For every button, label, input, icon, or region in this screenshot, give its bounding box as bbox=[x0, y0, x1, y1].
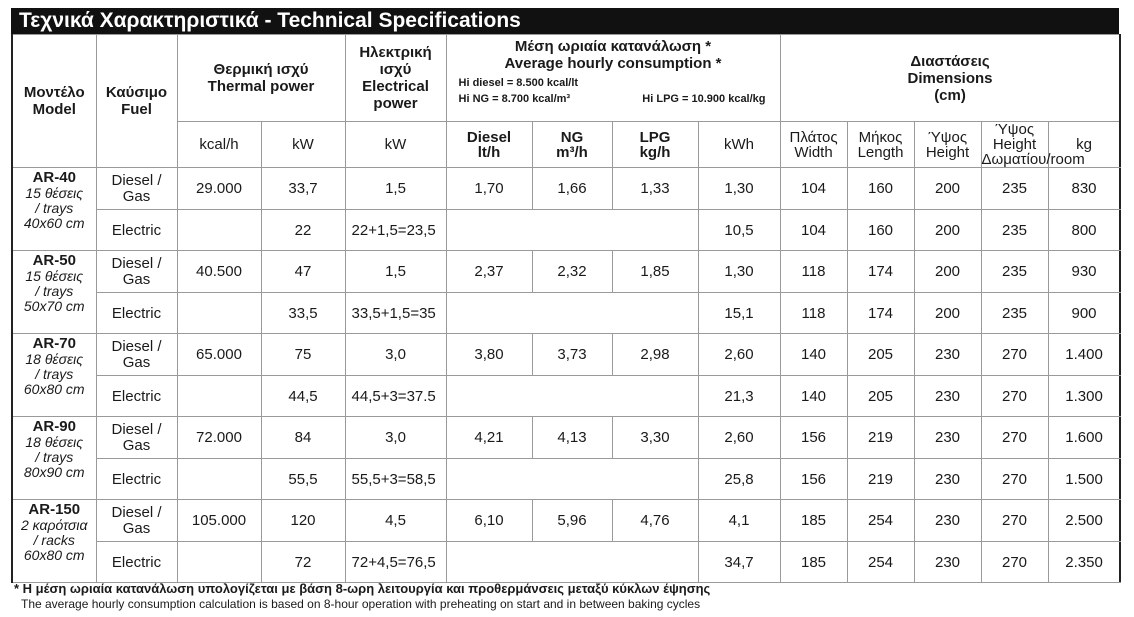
model-header-en: Model bbox=[32, 101, 76, 118]
ng-consumption: 3,73 bbox=[532, 334, 612, 376]
fuel-type: Diesel / Gas bbox=[96, 417, 177, 459]
fuel-consumption-empty bbox=[446, 210, 698, 251]
fuel-header-gr: Καύσιμο bbox=[105, 84, 168, 101]
diesel-consumption: 2,37 bbox=[446, 251, 532, 293]
dimensions-header-unit: (cm) bbox=[934, 86, 966, 104]
weight: 830 bbox=[1048, 168, 1120, 210]
diesel-consumption: 1,70 bbox=[446, 168, 532, 210]
table-row bbox=[12, 210, 1120, 251]
height: 230 bbox=[914, 334, 981, 376]
model-cell bbox=[12, 334, 96, 417]
kwh-consumption: 25,8 bbox=[698, 459, 780, 500]
weight: 1.400 bbox=[1048, 334, 1120, 376]
thermal-kcal bbox=[177, 542, 261, 583]
width: 156 bbox=[780, 459, 847, 500]
model-description: 15 θέσεις bbox=[25, 185, 84, 201]
electric-kw: 1,5 bbox=[345, 168, 446, 210]
kwh-consumption: 34,7 bbox=[698, 542, 780, 583]
width: 140 bbox=[780, 334, 847, 376]
height: 230 bbox=[914, 459, 981, 500]
weight: 930 bbox=[1048, 251, 1120, 293]
model-description: 15 θέσεις bbox=[25, 268, 84, 284]
model-name: AR-90 bbox=[32, 418, 76, 435]
unit-row bbox=[12, 122, 1120, 168]
dimensions-header-gr: Διαστάσεις bbox=[910, 52, 990, 70]
weight: 1.600 bbox=[1048, 417, 1120, 459]
lpg-consumption: 4,76 bbox=[612, 500, 698, 542]
thermal-kw: 33,5 bbox=[261, 293, 345, 334]
thermal-kcal: 29.000 bbox=[177, 168, 261, 210]
fuel-consumption-empty bbox=[446, 293, 698, 334]
thermal-kw: 44,5 bbox=[261, 376, 345, 417]
electric-kw: 22+1,5=23,5 bbox=[345, 210, 446, 251]
length: 205 bbox=[847, 376, 914, 417]
height: 230 bbox=[914, 376, 981, 417]
model-description: 80x90 cm bbox=[23, 464, 85, 480]
model-name: AR-70 bbox=[32, 335, 76, 352]
weight: 1.500 bbox=[1048, 459, 1120, 500]
length: 219 bbox=[847, 459, 914, 500]
thermal-kw: 72 bbox=[261, 542, 345, 583]
hi-diesel: Hi diesel = 8.500 kcal/lt bbox=[458, 77, 579, 89]
unit-lpg: LPG kg/h bbox=[612, 122, 698, 168]
length: 174 bbox=[847, 251, 914, 293]
thermal-kw: 33,7 bbox=[261, 168, 345, 210]
table-row bbox=[12, 500, 1120, 542]
width: 118 bbox=[780, 293, 847, 334]
model-description: 18 θέσεις bbox=[25, 351, 84, 367]
kwh-consumption: 2,60 bbox=[698, 334, 780, 376]
electric-kw: 3,0 bbox=[345, 334, 446, 376]
fuel-consumption-empty bbox=[446, 376, 698, 417]
unit-room-height: Ύψος Height Δωματίου/room bbox=[981, 121, 1085, 168]
fuel-type: Diesel / Gas bbox=[96, 334, 177, 376]
table-row bbox=[12, 251, 1120, 293]
height: 200 bbox=[914, 293, 981, 334]
table-row bbox=[12, 376, 1120, 417]
length: 205 bbox=[847, 334, 914, 376]
model-description: 50x70 cm bbox=[23, 298, 85, 314]
specifications-table bbox=[11, 34, 1121, 583]
model-name: AR-150 bbox=[28, 501, 81, 518]
thermal-kcal: 65.000 bbox=[177, 334, 261, 376]
room-height: 235 bbox=[981, 293, 1048, 334]
electric-header-gr1: Ηλεκτρική bbox=[359, 44, 432, 61]
lpg-consumption: 1,33 bbox=[612, 168, 698, 210]
footnote bbox=[14, 581, 1114, 612]
kwh-consumption: 10,5 bbox=[698, 210, 780, 251]
footnote-english: The average hourly consumption calculation is based on 8-hour operation with preheating on start and in between baking cycles bbox=[21, 597, 701, 611]
table-row bbox=[12, 417, 1120, 459]
unit-kw-thermal: kW bbox=[261, 122, 345, 168]
weight: 2.350 bbox=[1048, 542, 1120, 583]
fuel-consumption-empty bbox=[446, 459, 698, 500]
unit-diesel: Diesel lt/h bbox=[446, 122, 532, 168]
width: 185 bbox=[780, 500, 847, 542]
room-height: 270 bbox=[981, 334, 1048, 376]
length: 174 bbox=[847, 293, 914, 334]
footnote-greek: * Η μέση ωριαία κατανάλωση υπολογίζεται με βάση 8-ωρη λειτουργία και προθερμάνσεις μεταξύ κύκλων έψησης bbox=[14, 581, 711, 596]
dimensions-header bbox=[780, 35, 1120, 122]
model-name: AR-50 bbox=[32, 252, 76, 269]
unit-kcal: kcal/h bbox=[177, 122, 261, 168]
fuel-header-en: Fuel bbox=[121, 101, 152, 118]
thermal-kcal bbox=[177, 376, 261, 417]
room-height: 270 bbox=[981, 542, 1048, 583]
thermal-kcal: 72.000 bbox=[177, 417, 261, 459]
consumption-header-gr: Μέση ωριαία κατανάλωση * bbox=[514, 38, 712, 55]
room-height: 270 bbox=[981, 417, 1048, 459]
room-height: 270 bbox=[981, 459, 1048, 500]
model-description: 2 καρότσια bbox=[20, 517, 88, 533]
width: 185 bbox=[780, 542, 847, 583]
fuel-type: Diesel / Gas bbox=[96, 251, 177, 293]
thermal-kw: 22 bbox=[261, 210, 345, 251]
page-title: Τεχνικά Χαρακτηριστικά - Technical Specifications bbox=[11, 8, 1119, 34]
kwh-consumption: 15,1 bbox=[698, 293, 780, 334]
room-height: 235 bbox=[981, 210, 1048, 251]
fuel-type: Electric bbox=[96, 210, 177, 251]
weight: 800 bbox=[1048, 210, 1120, 251]
ng-consumption: 5,96 bbox=[532, 500, 612, 542]
electric-header-gr2: ισχύ bbox=[379, 61, 412, 78]
kwh-consumption: 4,1 bbox=[698, 500, 780, 542]
model-description: / trays bbox=[35, 449, 74, 465]
table-row bbox=[12, 459, 1120, 500]
thermal-header-en: Thermal power bbox=[207, 78, 315, 95]
thermal-kw: 84 bbox=[261, 417, 345, 459]
unit-kw-electric: kW bbox=[345, 122, 446, 168]
weight: 2.500 bbox=[1048, 500, 1120, 542]
model-description: / trays bbox=[35, 200, 74, 216]
fuel-header bbox=[96, 35, 177, 168]
model-description: 60x80 cm bbox=[23, 547, 85, 563]
model-header bbox=[12, 35, 96, 168]
table-row bbox=[12, 168, 1120, 210]
thermal-kcal: 105.000 bbox=[177, 500, 261, 542]
electric-kw: 33,5+1,5=35 bbox=[345, 293, 446, 334]
unit-ng: NG m³/h bbox=[532, 122, 612, 168]
model-description: 18 θέσεις bbox=[25, 434, 84, 450]
model-description: 60x80 cm bbox=[23, 381, 85, 397]
dimensions-header-en: Dimensions bbox=[907, 69, 993, 87]
width: 104 bbox=[780, 210, 847, 251]
length: 160 bbox=[847, 168, 914, 210]
model-cell bbox=[12, 500, 96, 583]
table-row bbox=[12, 542, 1120, 583]
thermal-power-header bbox=[177, 35, 345, 122]
consumption-header bbox=[446, 35, 780, 122]
fuel-type: Electric bbox=[96, 293, 177, 334]
unit-length: Μήκος Length bbox=[847, 122, 914, 168]
electric-kw: 1,5 bbox=[345, 251, 446, 293]
lpg-consumption: 2,98 bbox=[612, 334, 698, 376]
hi-lpg: Hi LPG = 10.900 kcal/kg bbox=[642, 93, 766, 105]
length: 160 bbox=[847, 210, 914, 251]
kwh-consumption: 1,30 bbox=[698, 251, 780, 293]
model-cell bbox=[12, 417, 96, 500]
lpg-consumption: 3,30 bbox=[612, 417, 698, 459]
model-name: AR-40 bbox=[32, 169, 76, 186]
thermal-kw: 120 bbox=[261, 500, 345, 542]
diesel-consumption: 4,21 bbox=[446, 417, 532, 459]
length: 254 bbox=[847, 500, 914, 542]
ng-consumption: 2,32 bbox=[532, 251, 612, 293]
length: 254 bbox=[847, 542, 914, 583]
model-description: 40x60 cm bbox=[23, 215, 85, 231]
table-row bbox=[12, 293, 1120, 334]
model-cell bbox=[12, 168, 96, 251]
model-cell bbox=[12, 251, 96, 334]
table-row bbox=[12, 334, 1120, 376]
width: 140 bbox=[780, 376, 847, 417]
kwh-consumption: 1,30 bbox=[698, 168, 780, 210]
height: 200 bbox=[914, 210, 981, 251]
diesel-consumption: 6,10 bbox=[446, 500, 532, 542]
hi-ng: Hi NG = 8.700 kcal/m³ bbox=[458, 93, 571, 105]
ng-consumption: 1,66 bbox=[532, 168, 612, 210]
electric-header-en1: Electrical bbox=[362, 78, 429, 95]
fuel-consumption-empty bbox=[446, 542, 698, 583]
kwh-consumption: 2,60 bbox=[698, 417, 780, 459]
fuel-type: Diesel / Gas bbox=[96, 168, 177, 210]
fuel-type: Diesel / Gas bbox=[96, 500, 177, 542]
room-height: 235 bbox=[981, 251, 1048, 293]
thermal-kcal: 40.500 bbox=[177, 251, 261, 293]
ng-consumption: 4,13 bbox=[532, 417, 612, 459]
room-height: 270 bbox=[981, 376, 1048, 417]
model-description: / racks bbox=[33, 532, 75, 548]
thermal-kcal bbox=[177, 210, 261, 251]
thermal-kw: 75 bbox=[261, 334, 345, 376]
kwh-consumption: 21,3 bbox=[698, 376, 780, 417]
thermal-kcal bbox=[177, 293, 261, 334]
fuel-type: Electric bbox=[96, 376, 177, 417]
weight: 1.300 bbox=[1048, 376, 1120, 417]
unit-kg: kg bbox=[1048, 122, 1120, 168]
lpg-consumption: 1,85 bbox=[612, 251, 698, 293]
electric-kw: 55,5+3=58,5 bbox=[345, 459, 446, 500]
electric-kw: 72+4,5=76,5 bbox=[345, 542, 446, 583]
electric-kw: 3,0 bbox=[345, 417, 446, 459]
electric-kw: 44,5+3=37.5 bbox=[345, 376, 446, 417]
width: 156 bbox=[780, 417, 847, 459]
width: 104 bbox=[780, 168, 847, 210]
room-height: 235 bbox=[981, 168, 1048, 210]
model-header-gr: Μοντέλο bbox=[23, 84, 85, 101]
height: 230 bbox=[914, 542, 981, 583]
header-row bbox=[12, 35, 1120, 122]
length: 219 bbox=[847, 417, 914, 459]
fuel-type: Electric bbox=[96, 459, 177, 500]
thermal-kcal bbox=[177, 459, 261, 500]
room-height: 270 bbox=[981, 500, 1048, 542]
thermal-kw: 47 bbox=[261, 251, 345, 293]
electrical-power-header bbox=[345, 35, 446, 122]
thermal-header-gr: Θερμική ισχύ bbox=[213, 61, 309, 78]
height: 200 bbox=[914, 168, 981, 210]
height: 230 bbox=[914, 417, 981, 459]
model-description: / trays bbox=[35, 283, 74, 299]
electric-header-en2: power bbox=[373, 95, 418, 112]
height: 230 bbox=[914, 500, 981, 542]
fuel-type: Electric bbox=[96, 542, 177, 583]
unit-height: Ύψος Height bbox=[914, 122, 981, 168]
thermal-kw: 55,5 bbox=[261, 459, 345, 500]
width: 118 bbox=[780, 251, 847, 293]
height: 200 bbox=[914, 251, 981, 293]
weight: 900 bbox=[1048, 293, 1120, 334]
unit-kwh: kWh bbox=[698, 122, 780, 168]
unit-width: Πλάτος Width bbox=[780, 122, 847, 168]
model-description: / trays bbox=[35, 366, 74, 382]
electric-kw: 4,5 bbox=[345, 500, 446, 542]
diesel-consumption: 3,80 bbox=[446, 334, 532, 376]
consumption-header-en: Average hourly consumption * bbox=[504, 55, 722, 72]
